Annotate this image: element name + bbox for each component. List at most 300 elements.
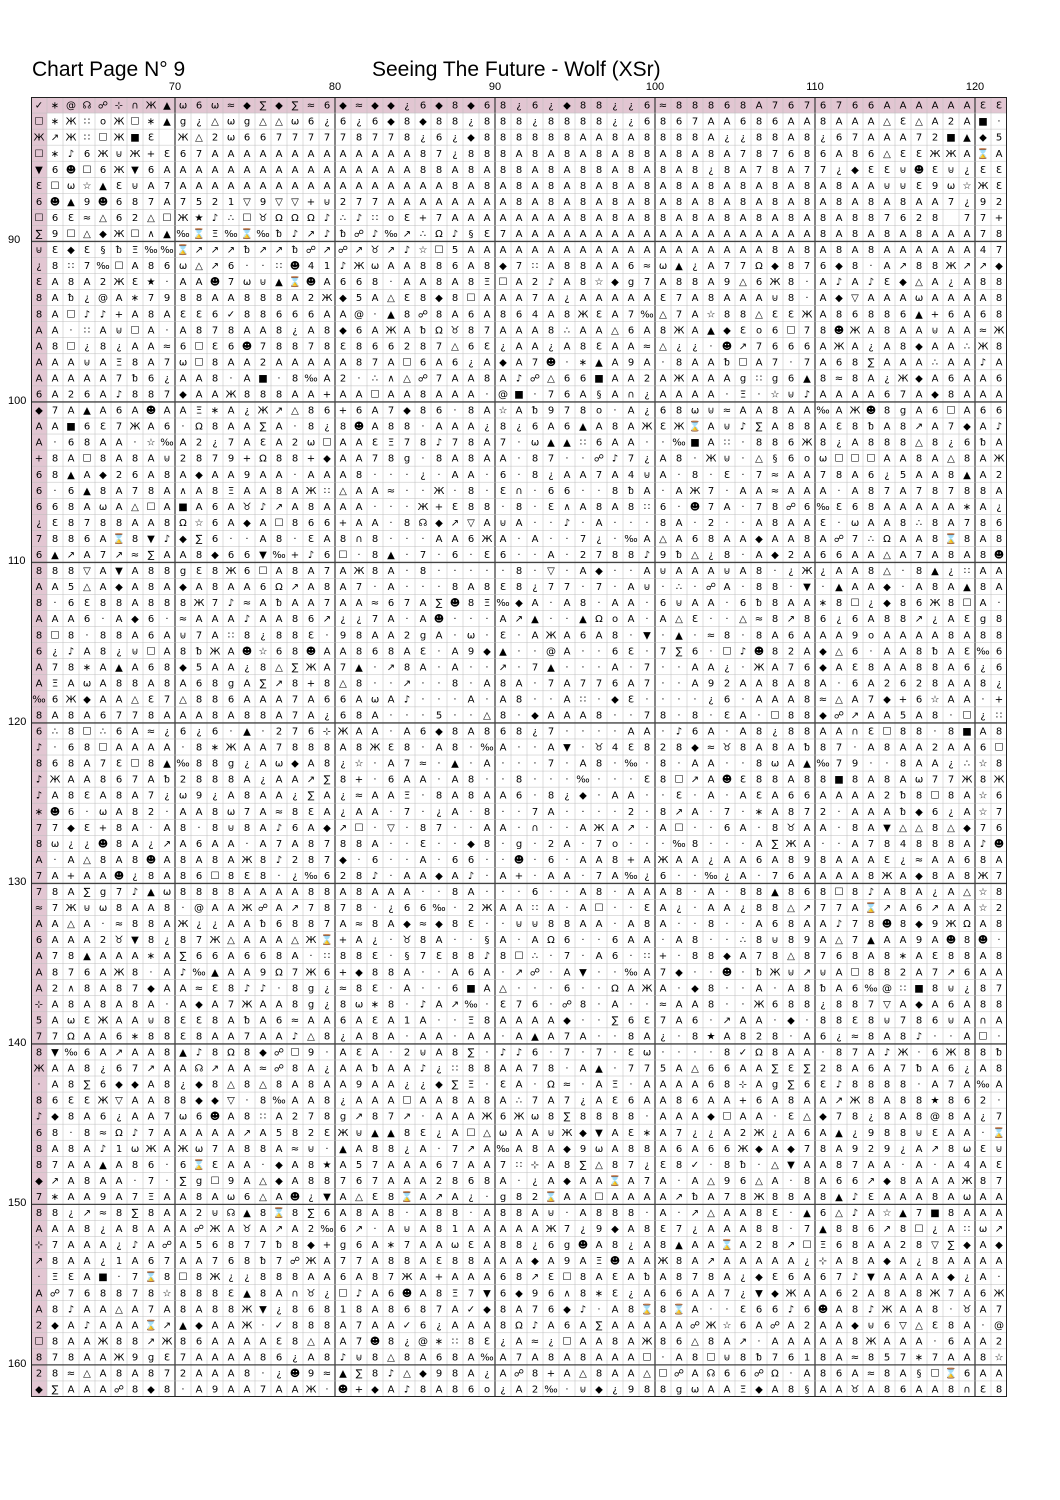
stitch-symbol: A (676, 1015, 683, 1026)
stitch-symbol: 8 (308, 406, 314, 417)
stitch-symbol: 7 (932, 967, 938, 978)
stitch-symbol: ‰ (976, 646, 989, 657)
stitch-symbol: A (196, 855, 203, 866)
stitch-symbol: ¿ (580, 1096, 585, 1107)
stitch-symbol: 8 (404, 309, 410, 320)
stitch-symbol: A (964, 101, 971, 112)
stitch-symbol: 8 (852, 1256, 858, 1267)
stitch-symbol: A (708, 245, 715, 256)
stitch-symbol: · (693, 694, 696, 705)
stitch-symbol: ‰ (624, 871, 637, 882)
stitch-symbol: 8 (516, 1272, 522, 1283)
stitch-symbol: A (468, 1096, 475, 1107)
stitch-symbol: ω (499, 1128, 507, 1139)
stitch-symbol: A (964, 1031, 971, 1042)
stitch-symbol: Ɛ (836, 422, 842, 433)
stitch-symbol: A (180, 181, 187, 192)
stitch-symbol: 6 (740, 598, 746, 609)
stitch-symbol: 7 (452, 1160, 458, 1171)
stitch-symbol: ᵬ (275, 1240, 282, 1251)
stitch-symbol: A (580, 919, 587, 930)
stitch-symbol: 8 (500, 133, 506, 144)
stitch-symbol: ᵬ (931, 646, 938, 657)
stitch-symbol: g (180, 566, 186, 577)
stitch-symbol: ■ (66, 422, 75, 433)
stitch-symbol: 8 (244, 791, 250, 802)
stitch-symbol: 6 (644, 101, 650, 112)
stitch-symbol: 7 (276, 133, 282, 144)
stitch-symbol: ‰ (480, 743, 493, 754)
stitch-symbol: A (836, 630, 843, 641)
stitch-symbol: 6 (788, 149, 794, 160)
stitch-symbol: A (628, 438, 635, 449)
stitch-symbol: Ɛ (964, 646, 970, 657)
stitch-symbol: ¿ (84, 341, 89, 352)
stitch-symbol: 8 (404, 743, 410, 754)
stitch-symbol: 6 (324, 967, 330, 978)
stitch-symbol: △ (835, 694, 843, 705)
stitch-symbol: A (756, 197, 763, 208)
stitch-symbol: A (116, 1320, 123, 1331)
stitch-symbol: A (644, 165, 651, 176)
stitch-symbol: A (596, 422, 603, 433)
stitch-symbol: 6 (980, 309, 986, 320)
stitch-symbol: A (84, 1352, 91, 1363)
stitch-symbol: A (84, 759, 91, 770)
stitch-symbol: 8 (468, 1256, 474, 1267)
stitch-symbol: · (485, 630, 488, 641)
stitch-symbol: ∗ (387, 1240, 395, 1251)
stitch-symbol: A (532, 935, 539, 946)
stitch-symbol: A (180, 438, 187, 449)
stitch-symbol: ♪ (404, 1385, 410, 1396)
stitch-symbol: 9 (884, 1144, 890, 1155)
stitch-symbol: ◆ (67, 823, 75, 834)
stitch-symbol: A (948, 855, 955, 866)
stitch-symbol: · (645, 999, 648, 1010)
stitch-symbol: 8 (516, 165, 522, 176)
stitch-symbol: A (836, 1304, 843, 1315)
stitch-symbol: △ (915, 277, 923, 288)
stitch-symbol: A (724, 117, 731, 128)
stitch-symbol: A (468, 1272, 475, 1283)
stitch-symbol: ▼ (643, 630, 651, 641)
stitch-symbol: A (564, 598, 571, 609)
stitch-symbol: A (820, 1176, 827, 1187)
stitch-symbol: 8 (420, 823, 426, 834)
stitch-symbol: 8 (276, 534, 282, 545)
stitch-symbol: A (68, 1320, 75, 1331)
stitch-symbol: · (997, 117, 1000, 128)
stitch-symbol: Ж (978, 181, 989, 192)
stitch-symbol: 8 (580, 101, 586, 112)
stitch-symbol: A (644, 229, 651, 240)
stitch-symbol: · (485, 486, 488, 497)
stitch-symbol: 8 (884, 775, 890, 786)
stitch-symbol: · (277, 871, 280, 882)
row-number: 100 (8, 395, 26, 407)
stitch-symbol: A (900, 646, 907, 657)
stitch-symbol: + (243, 454, 251, 465)
stitch-symbol: 8 (84, 743, 90, 754)
stitch-symbol: ¿ (612, 117, 617, 128)
stitch-symbol: ▲ (83, 951, 91, 962)
stitch-symbol: ∷ (532, 903, 538, 914)
stitch-symbol: ◆ (579, 791, 587, 802)
stitch-symbol: ᵬ (371, 1064, 378, 1075)
stitch-symbol: · (741, 999, 744, 1010)
stitch-symbol: Ω (291, 213, 299, 224)
stitch-symbol: · (373, 1224, 376, 1235)
stitch-symbol: 7 (516, 261, 522, 272)
stitch-symbol: 8 (612, 181, 618, 192)
stitch-symbol: A (852, 1064, 859, 1075)
stitch-symbol: A (836, 213, 843, 224)
stitch-symbol: ∷ (372, 213, 378, 224)
stitch-symbol: A (964, 903, 971, 914)
stitch-symbol: ¿ (500, 1336, 505, 1347)
stitch-symbol: A (132, 662, 139, 673)
stitch-symbol: + (739, 1096, 747, 1107)
stitch-symbol: A (500, 1224, 507, 1235)
stitch-symbol: 7 (740, 261, 746, 272)
stitch-symbol: A (52, 325, 59, 336)
stitch-symbol: ¿ (68, 1208, 73, 1219)
stitch-symbol: A (196, 277, 203, 288)
stitch-symbol: ♪ (788, 1304, 794, 1315)
stitch-symbol: ¿ (340, 1096, 345, 1107)
stitch-symbol: Ɛ (84, 598, 90, 609)
stitch-symbol: 8 (500, 149, 506, 160)
stitch-symbol: ◆ (883, 1256, 891, 1267)
stitch-symbol: A (324, 791, 331, 802)
stitch-symbol: 8 (164, 1080, 170, 1091)
stitch-symbol: A (276, 694, 283, 705)
stitch-symbol: ω (467, 630, 475, 641)
stitch-symbol: 8 (900, 1080, 906, 1091)
stitch-symbol: 8 (228, 871, 234, 882)
stitch-symbol: A (980, 1208, 987, 1219)
stitch-symbol: 6 (836, 357, 842, 368)
stitch-symbol: A (372, 325, 379, 336)
stitch-symbol: A (340, 566, 347, 577)
stitch-symbol: ♪ (644, 550, 650, 561)
stitch-symbol: 9 (84, 197, 90, 208)
stitch-symbol: 8 (708, 534, 714, 545)
stitch-symbol: 9 (532, 1288, 538, 1299)
stitch-symbol: 2 (644, 373, 650, 384)
stitch-symbol: ≈ (819, 694, 827, 705)
stitch-symbol: ◆ (915, 919, 923, 930)
stitch-symbol: · (613, 1031, 616, 1042)
stitch-symbol: · (901, 582, 904, 593)
stitch-symbol: ↗ (707, 1256, 715, 1267)
stitch-symbol: ☐ (163, 213, 172, 224)
stitch-symbol: A (180, 1224, 187, 1235)
stitch-symbol: A (564, 871, 571, 882)
stitch-symbol: ¿ (948, 759, 953, 770)
stitch-symbol: 7 (724, 1288, 730, 1299)
stitch-symbol: ᵬ (243, 245, 250, 256)
stitch-symbol: 6 (884, 1320, 890, 1331)
stitch-symbol: 6 (196, 871, 202, 882)
stitch-symbol: Ɛ (372, 1015, 378, 1026)
stitch-symbol: 6 (900, 678, 906, 689)
stitch-symbol: ↗ (243, 1128, 251, 1139)
stitch-symbol: A (516, 518, 523, 529)
stitch-symbol: A (820, 1385, 827, 1396)
stitch-symbol: · (933, 1160, 936, 1171)
stitch-symbol: A (228, 855, 235, 866)
stitch-symbol: 8 (612, 1160, 618, 1171)
stitch-symbol: ω (99, 903, 107, 914)
stitch-symbol: · (469, 807, 472, 818)
stitch-symbol: A (916, 630, 923, 641)
stitch-symbol: A (676, 1064, 683, 1075)
stitch-symbol: ⊍ (419, 1048, 426, 1059)
stitch-symbol: ¿ (660, 1031, 665, 1042)
stitch-symbol: 8 (756, 566, 762, 577)
stitch-symbol: A (132, 727, 139, 738)
stitch-symbol: A (180, 1208, 187, 1219)
stitch-symbol: A (708, 229, 715, 240)
stitch-symbol: 8 (948, 839, 954, 850)
stitch-symbol: 7 (276, 1256, 282, 1267)
stitch-symbol: 7 (564, 406, 570, 417)
stitch-symbol: ☻ (578, 1239, 588, 1251)
stitch-symbol: ☻ (882, 918, 892, 930)
stitch-symbol: ☍ (514, 1369, 524, 1380)
stitch-symbol: A (52, 871, 59, 882)
stitch-symbol: A (900, 325, 907, 336)
stitch-symbol: 8 (116, 791, 122, 802)
stitch-symbol: ♪ (548, 277, 554, 288)
stitch-symbol: 8 (276, 390, 282, 401)
stitch-symbol: 8 (148, 486, 154, 497)
stitch-symbol: 8 (164, 1031, 170, 1042)
stitch-symbol: 6 (180, 727, 186, 738)
stitch-symbol: A (612, 662, 619, 673)
stitch-symbol: 1 (324, 261, 330, 272)
stitch-symbol: A (260, 614, 267, 625)
stitch-symbol: A (212, 630, 219, 641)
stitch-symbol: A (260, 999, 267, 1010)
stitch-symbol: ☐ (707, 1352, 716, 1363)
stitch-symbol: △ (259, 1080, 267, 1091)
stitch-symbol: ∑ (580, 1160, 587, 1171)
stitch-symbol: 8 (836, 1064, 842, 1075)
stitch-symbol: A (548, 293, 555, 304)
stitch-symbol: 8 (644, 197, 650, 208)
stitch-symbol: A (868, 390, 875, 401)
stitch-symbol: · (565, 903, 568, 914)
stitch-symbol: A (788, 1128, 795, 1139)
stitch-symbol: + (339, 518, 347, 529)
stitch-symbol: ◆ (707, 1112, 715, 1123)
stitch-symbol: 8 (500, 678, 506, 689)
stitch-symbol: ‰ (624, 759, 637, 770)
stitch-symbol: + (339, 967, 347, 978)
stitch-symbol: · (405, 614, 408, 625)
stitch-symbol: 7 (260, 1385, 266, 1396)
stitch-symbol: 8 (772, 133, 778, 144)
stitch-symbol: · (693, 823, 696, 834)
stitch-symbol: 2 (276, 727, 282, 738)
stitch-symbol: · (181, 1385, 184, 1396)
stitch-symbol: A (868, 1240, 875, 1251)
stitch-symbol: A (516, 1064, 523, 1075)
stitch-symbol: A (484, 165, 491, 176)
stitch-symbol: A (692, 1369, 699, 1380)
stitch-symbol: Ɛ (772, 1208, 778, 1219)
stitch-symbol: 7 (948, 1288, 954, 1299)
stitch-symbol: A (436, 935, 443, 946)
stitch-symbol: A (612, 598, 619, 609)
stitch-symbol: A (964, 630, 971, 641)
stitch-symbol: · (693, 967, 696, 978)
stitch-symbol: ◆ (195, 1320, 203, 1331)
stitch-symbol: 8 (644, 743, 650, 754)
stitch-symbol: 8 (180, 1096, 186, 1107)
stitch-symbol: 8 (100, 855, 106, 866)
stitch-symbol: 6 (244, 566, 250, 577)
stitch-symbol: 8 (452, 181, 458, 192)
stitch-symbol: A (228, 502, 235, 513)
stitch-symbol: · (629, 951, 632, 962)
stitch-symbol: A (692, 1080, 699, 1091)
stitch-symbol: ∴ (932, 357, 938, 368)
stitch-symbol: 8 (692, 470, 698, 481)
stitch-symbol: ↗ (275, 678, 283, 689)
stitch-symbol: A (836, 1352, 843, 1363)
stitch-symbol: ¿ (612, 1385, 617, 1396)
stitch-symbol: A (692, 1112, 699, 1123)
stitch-symbol: 8 (324, 1176, 330, 1187)
row-number: 130 (8, 876, 26, 888)
stitch-symbol: · (725, 1304, 728, 1315)
stitch-symbol: 6 (852, 646, 858, 657)
stitch-symbol: ᵬ (291, 245, 298, 256)
stitch-symbol: ◆ (131, 614, 139, 625)
stitch-symbol: A (836, 117, 843, 128)
stitch-symbol: ‰ (816, 759, 829, 770)
stitch-symbol: · (485, 775, 488, 786)
stitch-symbol: A (548, 309, 555, 320)
stitch-symbol: 8 (820, 775, 826, 786)
stitch-symbol: 6 (772, 117, 778, 128)
stitch-symbol: ↗ (115, 550, 123, 561)
stitch-symbol: 8 (772, 518, 778, 529)
stitch-symbol: 8 (292, 454, 298, 465)
stitch-symbol: 8 (356, 646, 362, 657)
stitch-symbol: A (132, 1369, 139, 1380)
stitch-symbol: ≈ (643, 341, 651, 352)
stitch-symbol: 8 (116, 678, 122, 689)
stitch-symbol: ⊍ (995, 1144, 1002, 1155)
stitch-symbol: ☻ (978, 934, 988, 946)
stitch-symbol: A (36, 325, 43, 336)
stitch-symbol: ≈ (771, 470, 779, 481)
stitch-symbol: ◆ (51, 1112, 59, 1123)
stitch-symbol: ☐ (915, 1224, 924, 1235)
stitch-symbol: · (821, 839, 824, 850)
stitch-symbol: A (612, 165, 619, 176)
stitch-symbol: Ɛ (980, 1144, 986, 1155)
stitch-symbol: A (308, 165, 315, 176)
stitch-symbol: 8 (452, 951, 458, 962)
stitch-symbol: 5 (196, 197, 202, 208)
stitch-symbol: A (180, 1064, 187, 1075)
stitch-symbol: A (116, 807, 123, 818)
stitch-symbol: ☆ (355, 759, 364, 770)
stitch-symbol: ∑ (612, 1015, 619, 1026)
stitch-symbol: 7 (404, 807, 410, 818)
stitch-symbol: 8 (260, 711, 266, 722)
stitch-symbol: ¿ (948, 277, 953, 288)
stitch-symbol: 8 (724, 309, 730, 320)
stitch-symbol: A (900, 775, 907, 786)
stitch-symbol: ☐ (931, 791, 940, 802)
stitch-symbol: A (372, 422, 379, 433)
stitch-symbol: ☐ (131, 325, 140, 336)
stitch-symbol: 6 (468, 1176, 474, 1187)
stitch-symbol: 7 (900, 1352, 906, 1363)
stitch-symbol: 8 (692, 935, 698, 946)
stitch-symbol: A (84, 919, 91, 930)
stitch-symbol: A (292, 181, 299, 192)
stitch-symbol: A (452, 197, 459, 208)
stitch-symbol: · (533, 678, 536, 689)
stitch-symbol: 8 (356, 357, 362, 368)
stitch-symbol: 6 (52, 502, 58, 513)
stitch-symbol: 9 (260, 967, 266, 978)
stitch-symbol: 2 (196, 1208, 202, 1219)
stitch-symbol: A (164, 823, 171, 834)
stitch-symbol: A (148, 357, 155, 368)
stitch-symbol: A (372, 181, 379, 192)
stitch-symbol: A (404, 1160, 411, 1171)
stitch-symbol: 7 (852, 534, 858, 545)
stitch-symbol: A (772, 662, 779, 673)
stitch-symbol: ☍ (834, 534, 844, 545)
stitch-symbol: Ɛ (644, 1015, 650, 1026)
stitch-symbol: A (420, 1031, 427, 1042)
stitch-symbol: ω (371, 694, 379, 705)
stitch-symbol: · (741, 694, 744, 705)
stitch-symbol: 2 (532, 277, 538, 288)
stitch-symbol: ‰ (144, 245, 157, 256)
stitch-symbol: ↗ (355, 1112, 363, 1123)
stitch-symbol: ☍ (706, 582, 716, 593)
stitch-symbol: A (724, 1224, 731, 1235)
stitch-symbol: 6 (36, 646, 42, 657)
stitch-symbol: · (981, 694, 984, 705)
stitch-symbol: ♪ (324, 213, 330, 224)
stitch-symbol: ♪ (68, 149, 74, 160)
stitch-symbol: 8 (292, 566, 298, 577)
stitch-symbol: A (452, 791, 459, 802)
stitch-symbol: 7 (292, 711, 298, 722)
stitch-symbol: ¿ (324, 422, 329, 433)
stitch-symbol: 9 (596, 1224, 602, 1235)
stitch-symbol: · (133, 1176, 136, 1187)
stitch-symbol: A (132, 1112, 139, 1123)
stitch-symbol: A (820, 678, 827, 689)
stitch-symbol: ∴ (964, 759, 970, 770)
stitch-symbol: A (548, 261, 555, 272)
stitch-symbol: 8 (692, 165, 698, 176)
stitch-symbol: 8 (756, 727, 762, 738)
